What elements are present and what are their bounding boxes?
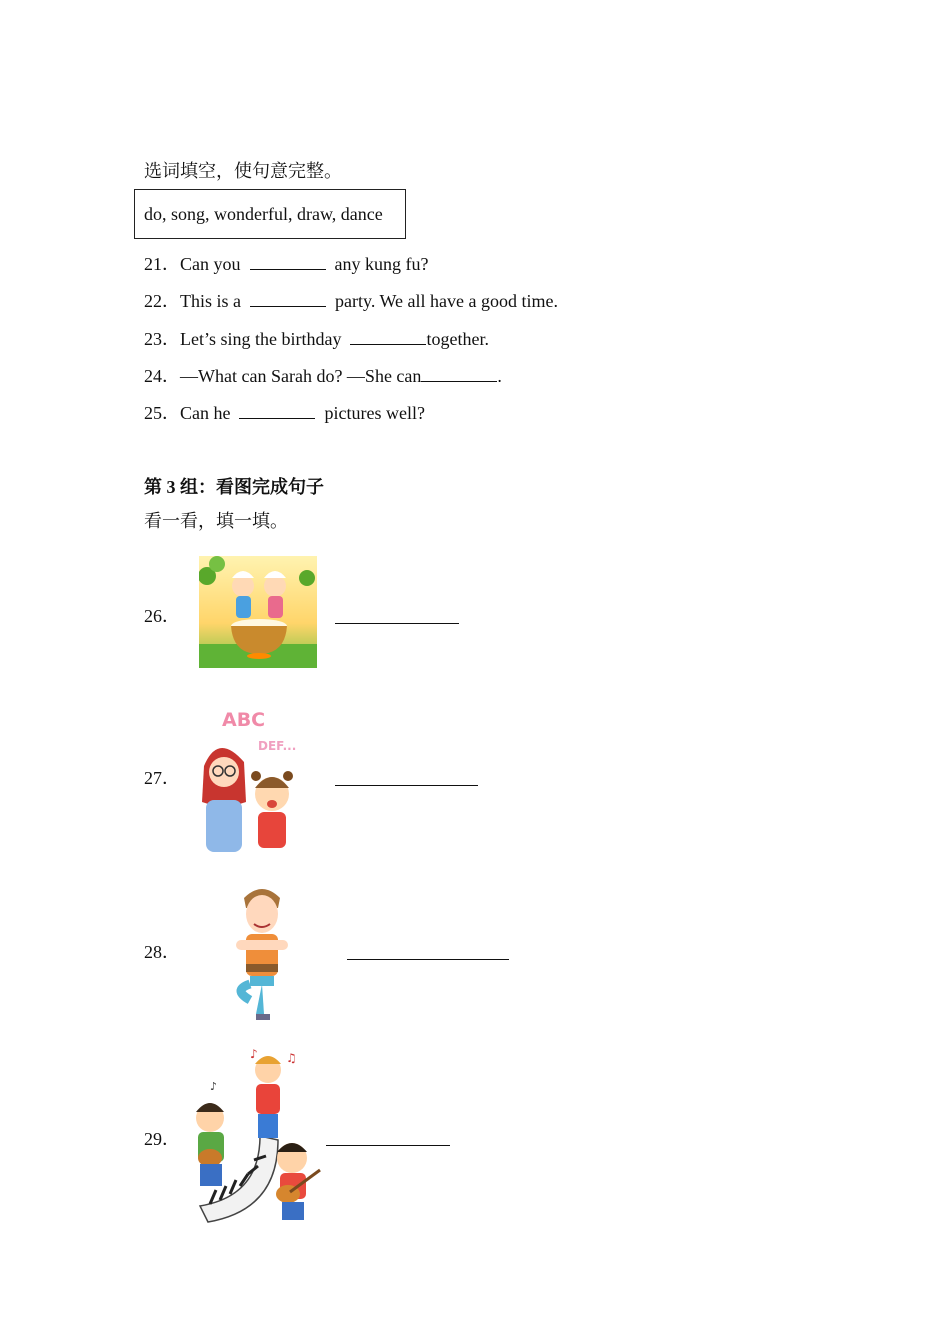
question-24: 24．—What can Sarah do? —She can . [144, 366, 502, 386]
answer-line-27[interactable] [335, 785, 478, 786]
picture-item-26-number: 26． [144, 606, 180, 626]
svg-text:♪: ♪ [250, 1047, 258, 1061]
children-cooking-icon [199, 556, 317, 668]
pic-letters-abc: ABC [222, 709, 266, 731]
question-25: 25．Can he pictures well? [144, 403, 425, 423]
answer-blank-24[interactable] [421, 367, 497, 382]
picture-item-27-number: 27． [144, 768, 180, 788]
answer-blank-25[interactable] [239, 404, 315, 419]
section-3-title: 第 3 组：看图完成句子 [144, 477, 324, 497]
answer-blank-23[interactable] [350, 330, 426, 345]
instruction-fill-words: 选词填空，使句意完整。 [144, 161, 342, 181]
word-bank-text: do, song, wonderful, draw, dance [144, 203, 383, 224]
answer-line-26[interactable] [335, 623, 459, 624]
question-23: 23．Let’s sing the birthday together. [144, 329, 489, 349]
answer-blank-21[interactable] [250, 255, 326, 270]
boys-singing-guitar-icon [180, 1046, 326, 1228]
word-bank-box [134, 189, 406, 239]
pic-letters-def: DEF... [258, 739, 297, 753]
question-22: 22．This is a party. We all have a good time. [144, 291, 558, 311]
svg-text:♫: ♫ [286, 1051, 297, 1065]
instruction-look-fill: 看一看，填一填。 [144, 511, 288, 531]
question-21: 21．Can you any kung fu? [144, 254, 429, 274]
svg-text:♪: ♪ [210, 1080, 218, 1093]
picture-item-28-number: 28． [144, 942, 180, 962]
answer-line-28[interactable] [347, 959, 509, 960]
boy-kung-fu-icon [232, 884, 292, 1026]
answer-line-29[interactable] [326, 1145, 450, 1146]
picture-item-29-number: 29． [144, 1129, 180, 1149]
answer-blank-22[interactable] [250, 292, 326, 307]
teacher-and-girl-abc-icon [196, 700, 306, 852]
